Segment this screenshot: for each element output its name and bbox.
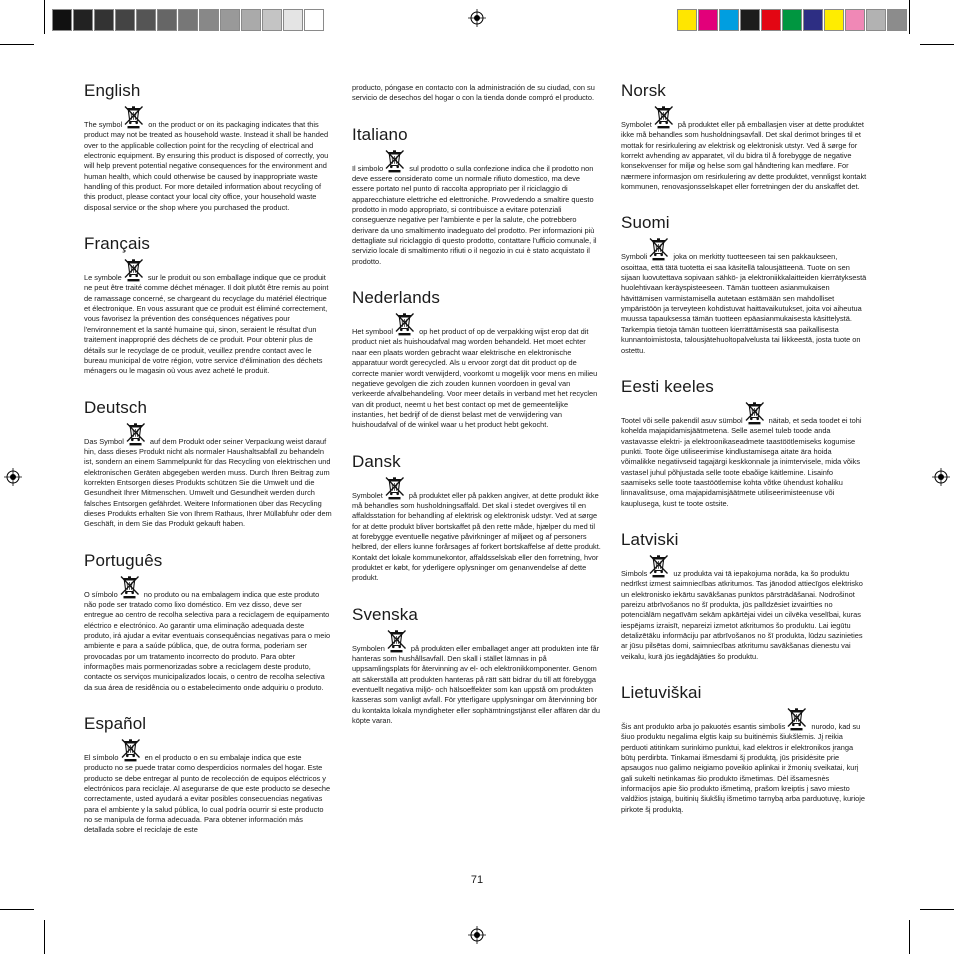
notice-body-text: på produktet eller på pakken angiver, at dette produkt ikke må behandles som husholdningsaffald. Det skal i stedet overgives til en affaldsstation for behandling af elektrisk og elektronisk udstyr. Ved at sørge for at dette produkt bliver bortskaffet på den rette måde, hjælper du med til at forebygge eventuelle negative påvirkninger af miljøet og af personers helbred, der ellers kunne forårsages af forkert bortskaffelse af dette produkt. Kontakt det lokale kommunekontor, affaldsselskab eller den forretning, hvor produktet er købt, for yderligere oplysninger om genanvendelse af dette produkt. (352, 490, 601, 583)
calibration-swatch (157, 9, 177, 31)
notice-body-text: uz produkta vai tā iepakojuma norāda, ka šo produktu nedrīkst izmest saimniecības atkritumos. Tas jānodod attiecīgos elektrisko un elektronisko iekārtu savākšanas punktos pārstrādāšanai. Nodrošinot pareizu atbrīvošanos no šī produkta, jūs palīdzēsiet izvairīties no potenciālām negatīvām sekām apkārtējai videi un cilvēka veselībai, kuras iespējams izraisīt, nepareizi izmetot atkritumos šo produktu. Lai iegūtu detalizētāku informāciju par atbrīvošanos no šī produkta, lūdzu sazinieties ar jūsu pilsētas domi, saimniecības atkritumu savākšanas dienestu vai veikalu, kurā jūs iegādājāties šo produktu. (621, 568, 863, 661)
notice-body-text: näitab, et seda toodet ei tohi kohelda majapidamisjäätmetena. Selle asemel tuleb toode anda vastavasse elektri- ja elektroonikaseadmete taastöötlemiseks kogumise punkti. Toote õige utiliseerimise kindlustamisega aitate ära hoida võimalikke negatiivseid tagajärgi keskkonnale ja inimtervisele, mida võiks vastasel juhul põhjustada selle toote ebaõige käitlemine. Lisainfo saamiseks selle toote taastöötlemise kohta võtke ühendust kohaliku linnavalitsuse, oma majapidamisjäätmete utiliseerimisteenuse või kauplusega, kust te toote ostsite. (621, 415, 862, 508)
notice-lead-text: Das Symbol (84, 436, 124, 446)
crossed-out-bin-icon (119, 575, 141, 599)
crop-mark (920, 44, 954, 45)
calibration-swatch (782, 9, 802, 31)
disposal-notice-text (84, 422, 332, 530)
calibration-swatch (304, 9, 324, 31)
disposal-notice-text (84, 738, 332, 836)
calibration-swatch (283, 9, 303, 31)
language-heading: Suomi (621, 213, 670, 233)
notice-body-text: producto, póngase en contacto con la administración de su ciudad, con su servicio de desechos del hogar o con la tienda donde compró el producto. (352, 83, 595, 103)
disposal-notice-text (84, 258, 332, 376)
notice-lead-text: Symbolet (621, 120, 652, 129)
calibration-swatch (740, 9, 760, 31)
section-portugues (84, 550, 332, 693)
calibration-swatch (866, 9, 886, 31)
language-heading: Norsk (621, 81, 666, 100)
calibration-swatch (178, 9, 198, 31)
registration-mark-icon (468, 9, 486, 27)
crop-mark (920, 909, 954, 910)
crop-mark (0, 44, 34, 45)
crossed-out-bin-icon (120, 738, 142, 762)
column-middle (352, 83, 602, 746)
color-calibration-bar (677, 9, 908, 31)
section-italiano (352, 124, 602, 267)
calibration-swatch (698, 9, 718, 31)
section-english (84, 80, 332, 213)
calibration-swatch (761, 9, 781, 31)
crossed-out-bin-icon (125, 422, 147, 446)
crossed-out-bin-icon (786, 707, 808, 731)
disposal-notice-text (84, 105, 332, 213)
section-suomi (621, 212, 867, 355)
notice-body-text: on the product or on its packaging indicates that this product may not be treated as household waste. Instead it shall be handed over to the applicable collection point for the recycling of electrical and electronic equipment. By ensuring this product is disposed of correctly, you will help prevent potential negative consequences for the environment and human health, which could otherwise be caused by inappropriate waste handling of this product. For more detailed information about recycling of this product, please contact your local city office, your household waste disposal service or the shop where you purchased the product. (84, 120, 329, 212)
calibration-swatch (73, 9, 93, 31)
language-heading: Español (84, 714, 147, 734)
notice-lead-text: Simbols (621, 568, 648, 578)
language-heading: English (84, 81, 141, 100)
notice-body-text: på produkten eller emballaget anger att produkten inte får hanteras som hushållsavfall. Den skall i stället lämnas in på uppsamlingsplats för återvinning av el- och elektronikkomponenter. Genom att säkerställa att produkten hanteras på rätt sätt bidrar du till att förebygga eventuellt negativa miljö- och hälsoeffekter som kan uppstå om produkten kasseras som vanligt avfall. För ytterligare upplysningar om återvinning bör du kontakta lokala myndigheter eller sophämtningstjänst eller affären där du köpte varan. (352, 643, 601, 726)
section-norsk (621, 80, 867, 192)
language-heading: Français (84, 234, 150, 254)
disposal-notice-text (352, 83, 602, 104)
calibration-swatch (94, 9, 114, 31)
notice-lead-text: Symboli (621, 252, 648, 262)
notice-body-text: no produto ou na embalagem indica que este produto não pode ser tratado como lixo doméstico. Em vez disso, deve ser entregue ao centro de recolha selectiva para a reciclagem de equipamento eléctrico e electrónico. Ao garantir uma eliminação adequada deste produto, irá ajudar a evitar eventuais consequências negativas para o meio ambiente e para a saúde pública, que, de outra forma, poderiam ser provocadas por um tratamento incorrecto do produto. Para obter informações mais pormenorizadas sobre a reciclagem deste produto, contacte os serviços municipalizados locais, o centro de recolha selectiva da sua área de residência ou o estabelecimento onde adquiriu o produto. (84, 589, 331, 692)
language-heading: Deutsch (84, 397, 148, 417)
section-svenska (352, 604, 602, 727)
crop-mark (0, 909, 34, 910)
language-heading: Português (84, 550, 163, 570)
crossed-out-bin-icon (653, 105, 675, 129)
language-heading: Eesti keeles (621, 376, 714, 396)
language-heading: Italiano (352, 124, 408, 144)
notice-body-text: på produktet eller på emballasjen viser at dette produktet ikke må behandles som husholdningsavfall. Det skal derimot bringes til et mottak for resirkulering av elektrisk og elektronisk utstyr. Ved å sørge for korrekt avhending av apparatet, vil du bidra til å forebygge de negative konsekvenser for miljø og helse som gal håndtering kan medføre. For nærmere informasjon om resirkulering av dette produktet, vennligst kontakt kommunen, renovasjonsselskapet eller forretningen der du anskaffet det. (621, 120, 867, 192)
crossed-out-bin-icon (384, 149, 406, 173)
crossed-out-bin-icon (744, 401, 766, 425)
calibration-swatch (845, 9, 865, 31)
notice-lead-text: Tootel või selle pakendil asuv sümbol (621, 415, 743, 425)
calibration-swatch (136, 9, 156, 31)
calibration-swatch (824, 9, 844, 31)
disposal-notice-text (84, 575, 332, 693)
section-lietuviskai (621, 682, 867, 815)
notice-lead-text: Šis ant produkto arba jo pakuotės esantis simbolis (621, 722, 786, 732)
page-number: 71 (470, 874, 484, 886)
calibration-swatch (803, 9, 823, 31)
language-heading: Svenska (352, 604, 418, 624)
notice-body-text: sul prodotto o sulla confezione indica che il prodotto non deve essere considerato come un normale rifiuto domestico, ma deve essere portato nel punto di raccolta appropriato per il riciclaggio di apparecchiature elettriche ed elettroniche. Provvedendo a smaltire questo prodotto in modo appropriato, si contribuisce a evitare potenziali conseguenze negative per l'ambiente e per la salute, che potrebbero derivare da uno smaltimento inadeguato del prodotto. Per informazioni più dettagliate sul riciclaggio di questo prodotto, contattare l'ufficio comunale, il servizio locale di smaltimento rifiuti o il negozio in cui è stato acquistato il prodotto. (352, 163, 597, 266)
language-heading: Lietuviškai (621, 683, 702, 703)
notice-lead-text: Symbolet (352, 490, 383, 500)
language-heading: Nederlands (352, 288, 440, 308)
disposal-notice-text (352, 476, 602, 584)
registration-mark-icon (932, 468, 950, 486)
disposal-notice-text (621, 237, 867, 355)
calibration-swatch (262, 9, 282, 31)
notice-lead-text: Het symbool (352, 327, 394, 337)
disposal-notice-text (352, 149, 602, 267)
notice-body-text: op het product of op de verpakking wijst erop dat dit product niet als huishoudafval mag worden behandeld. Het moet echter naar een plaats worden gebracht waar elektrische en elektronische apparatuur wordt gerecycled. Als u ervoor zorgt dat dit product op de correcte manier wordt verwijderd, voorkomt u mogelijk voor mens en milieu negatieve gevolgen die zich zouden kunnen voordoen in geval van verkeerde afvalbehandeling. Voor meer details in verband met het recyclen van dit product, neemt u het best contact op met de gemeentelijke instanties, het bedrijf of de dienst belast met de verwijdering van huishoudafval of de winkel waar u het product hebt gekocht. (352, 327, 598, 430)
registration-mark-icon (468, 926, 486, 944)
notice-body-text: joka on merkitty tuotteeseen tai sen pakkaukseen, osoittaa, että tätä tuotetta ei saa käsitellä talousjätteenä. Tuote on sen sijaan luovutettava sopivaan sähkö- ja elektroniikkalaitteiden kierrätyksestä huolehtivaan keräyspisteeseen. Tämän tuotteen asianmukaisen hävittämisen varmistamisella autetaan estämään sen mahdolliset ympäristöön ja terveyteen kohdistuvat haittavaikutukset, joita voi aiheutua muussa tapauksessa tämän tuotteen epäasianmukaisesta käsittelystä. Tarkempia tietoja tämän tuotteen kierrättämisestä saa paikallisesta kunnantoimistosta, talousjätehuoltopalvelusta tai liikkeestä, josta tuote on ostettu. (621, 252, 867, 355)
section-nederlands (352, 287, 602, 430)
section-deutsch (84, 397, 332, 530)
registration-mark-icon (4, 468, 22, 486)
notice-body-text: en el producto o en su embalaje indica que este producto no se puede tratar como desperdicios normales del hogar. Este producto se debe entregar al punto de recolección de equipos eléctricos y electrónicos para reciclaje. Al asegurarse de que este producto se deseche correctamente, usted ayudará a evitar posibles consecuencias negativas para el ambiente y la salud pública, lo cual podría ocurrir si este producto no se manipula de forma adecuada. Para obtener información más detallada sobre el reciclaje de este (84, 753, 331, 835)
notice-lead-text: The symbol (84, 120, 123, 129)
crossed-out-bin-icon (123, 258, 145, 282)
disposal-notice-text (621, 707, 867, 815)
disposal-notice-text (352, 629, 602, 727)
calibration-swatch (677, 9, 697, 31)
disposal-notice-text (621, 401, 867, 509)
calibration-swatch (220, 9, 240, 31)
section-espanol-continued (352, 83, 602, 104)
language-heading: Dansk (352, 451, 401, 471)
crossed-out-bin-icon (386, 629, 408, 653)
section-latviski (621, 529, 867, 662)
crop-mark (909, 920, 910, 954)
crossed-out-bin-icon (648, 554, 670, 578)
calibration-swatch (719, 9, 739, 31)
disposal-notice-text (621, 105, 867, 192)
notice-body-text: sur le produit ou son emballage indique que ce produit ne peut être traité comme déchet ménager. Il doit plutôt être remis au point de ramassage concerné, se chargeant du recyclage du matériel électrique et électronique. En vous assurant que ce produit est éliminé correctement, vous favorisez la prévention des conséquences négatives pour l'environnement et la santé humaine qui, sinon, seraient le résultat d'un traitement inapproprié des déchets de ce produit. Pour obtenir plus de détails sur le recyclage de ce produit, veuillez prendre contact avec le bureau municipal de votre région, votre service d'élimination des déchets ménagers ou le magasin où vous avez acheté le produit. (84, 273, 329, 376)
notice-body-text: auf dem Produkt oder seiner Verpackung weist darauf hin, dass dieses Produkt nicht als normaler Haushaltsabfall zu behandeln ist, sondern an einem Sammelpunkt für das Recycling von elektrischen und elektronischen Geräten abgegeben werden muss. Durch Ihren Beitrag zum korrekten Entsorgen dieses Produkts schützen Sie die Umwelt und die Gesundheit Ihrer Mitmenschen. Umwelt und Gesundheit werden durch falsches Entsorgen gefährdet. Weitere Informationen über das Recycling dieses Produkts erhalten Sie von Ihrem Rathaus, Ihrer Müllabfuhr oder dem Geschäft, in dem Sie das Produkt gekauft haben. (84, 436, 332, 529)
column-left (84, 80, 332, 856)
crop-mark (44, 0, 45, 34)
notice-lead-text: El símbolo (84, 753, 119, 763)
calibration-swatch (52, 9, 72, 31)
calibration-swatch (887, 9, 907, 31)
language-heading: Latviski (621, 529, 679, 549)
notice-lead-text: Il simbolo (352, 163, 384, 173)
notice-body-text: nurodo, kad su šiuo produktu negalima elgtis kaip su buitinėmis šiukšlėmis. Jį reikia perduoti atitinkam surinkimo punktui, kad elektros ir elektronikos įranga būtų perdirbta. Tinkamai išmesdami šį produktą, jūs prisidėsite prie apsaugos nuo galimo neigiamo poveikio aplinkai ir žmonių sveikatai, kurį gali sukelti netinkamas šio produkto išmetimas. Dėl išsamesnės informacijos apie šio produkto išmetimą, prašom kreiptis į savo miesto valdžios įstaigą, buitinių šiukšlių išmetimo tarnybą arba parduotuvę, kurioje pirkote šį produktą. (621, 722, 866, 814)
calibration-swatch (241, 9, 261, 31)
crossed-out-bin-icon (123, 105, 145, 129)
column-right (621, 80, 867, 835)
crossed-out-bin-icon (384, 476, 406, 500)
disposal-notice-text (352, 312, 602, 430)
disposal-notice-text (621, 554, 867, 662)
grayscale-calibration-bar (52, 9, 325, 31)
calibration-swatch (115, 9, 135, 31)
notice-lead-text: Symbolen (352, 643, 385, 653)
notice-lead-text: O símbolo (84, 589, 118, 599)
crossed-out-bin-icon (394, 312, 416, 336)
crop-mark (909, 0, 910, 34)
crossed-out-bin-icon (648, 237, 670, 261)
notice-lead-text: Le symbole (84, 273, 122, 283)
section-dansk (352, 451, 602, 584)
section-eesti-keeles (621, 376, 867, 509)
calibration-swatch (199, 9, 219, 31)
crop-mark (44, 920, 45, 954)
section-francais (84, 233, 332, 376)
section-espanol (84, 713, 332, 836)
